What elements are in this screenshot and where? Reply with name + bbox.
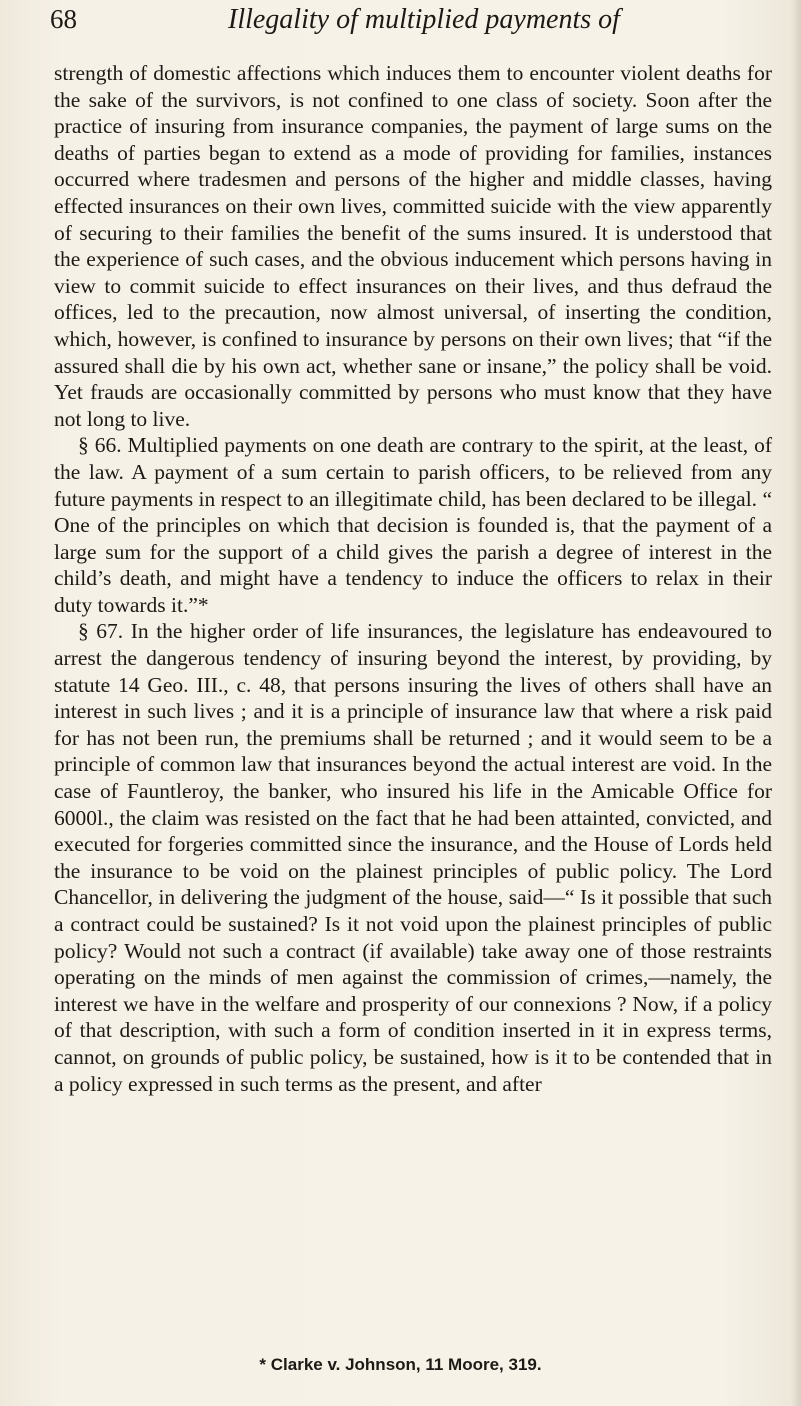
page-number: 68	[50, 4, 77, 34]
paragraph-continued: strength of domestic affections which induces them to encounter violent deaths for the sake of the survivors, is not confined to one class of society. Soon after the practice of insuring from insurance companies, the payment of large sums on the deaths of parties began to extend as a mode of providing for families, instances occurred where tradesmen and persons of the higher and middle classes, having effected insurances on their own lives, committed suicide with the view apparently of securing to their families the benefit of the sums insured. It is understood that the experience of such cases, and the obvious inducement which persons having in view to commit suicide to effect insurances on their lives, and thus defraud the offices, led to the precaution, now almost universal, of inserting the condition, which, however, is confined to insurance by persons on their own lives; that “if the assured shall die by his own act, whether sane or insane,” the policy shall be void. Yet frauds are occasionally committed by persons who must know that they have not long to live.	[54, 61, 772, 431]
paragraph-section-67: § 67. In the higher order of life insurances, the legislature has endeavoured to arrest the dangerous tendency of insuring beyond the interest, by providing, by statute 14 Geo. III., c. 48, that persons insuring the lives of others shall have an interest in such lives ; and it is a principle of insurance law that where a risk paid for has not been run, the premiums shall be returned ; and it would seem to be a principle of common law that insurances beyond the actual interest are void. In the case of Fauntleroy, the banker, who insured his life in the Amicable Office for 6000l., the claim was resisted on the fact that he had been attainted, convicted, and executed for forgeries committed since the insurance, and the House of Lords held the insurance to be void on the plainest principles of public policy. The Lord Chancellor, in delivering the judgment of the house, said—“ Is it possible that such a contract could be sustained? Is it not void upon the plainest principles of public policy? Would not such a contract (if available) take away one of those restraints operating on the minds of men against the commission of crimes,—namely, the interest we have in the welfare and prosperity of our connexions ? Now, if a policy of that description, with such a form of condition inserted in it in express terms, cannot, on grounds of public policy, be sustained, how is it to be contended that in a policy expressed in such terms as the present, and after	[54, 619, 772, 1096]
body-text	[54, 60, 772, 1097]
paragraph-section-66: § 66. Multiplied payments on one death are contrary to the spirit, at the least, of the law. A payment of a sum certain to parish officers, to be relieved from any future payments in respect to an illegitimate child, has been declared to be illegal. “ One of the principles on which that decision is founded is, that the payment of a large sum for the support of a child gives the parish a degree of interest in the child’s death, and might have a tendency to induce the officers to relax in their duty towards it.”*	[54, 433, 772, 617]
page-edge-shadow	[791, 0, 801, 1406]
footnote: * Clarke v. Johnson, 11 Moore, 319.	[259, 1355, 542, 1374]
running-head: Illegality of multiplied payments of	[228, 4, 620, 35]
page-header	[50, 4, 781, 50]
